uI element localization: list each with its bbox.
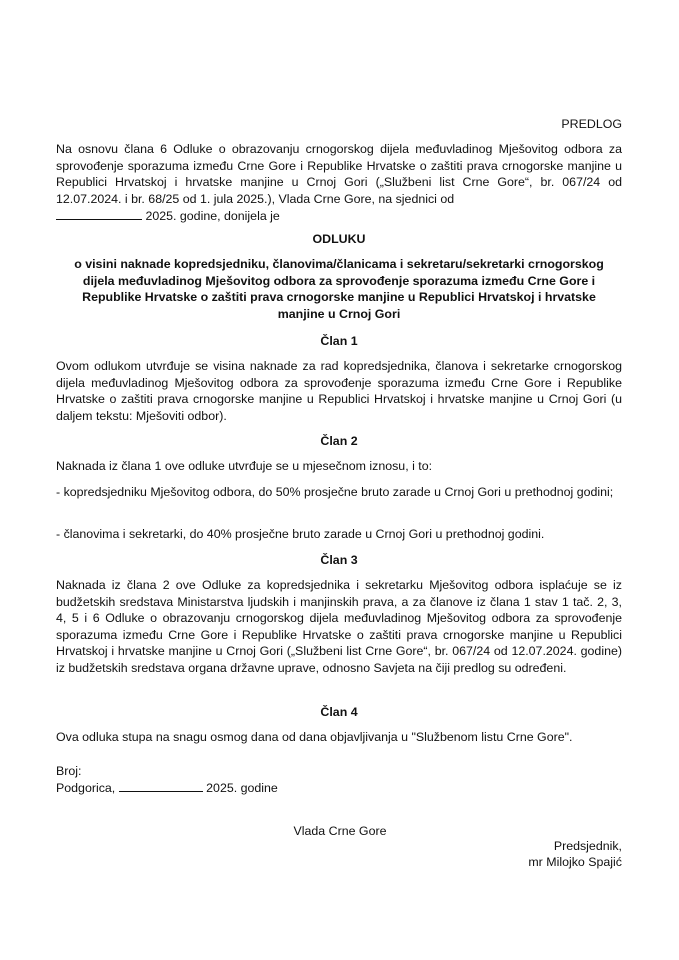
- article-4-paragraph: Ova odluka stupa na snagu osmog dana od dana objavljivanja u "Službenom listu Crne Gore".: [56, 730, 573, 744]
- place-label: Podgorica,: [56, 781, 116, 795]
- article-3-paragraph: Naknada iz člana 2 ove Odluke za kopredsjednika i sekretarku Mješovitog odbora isplaćuje se iz budžetskih sredstava Ministarstva ljudskih i manjinskih prava, a za članove iz člana 1 stav 1 tač. 2, 3, 4, 5 i 6 Odluke o obrazovanju crnogorskog dijela međuvladinog Mješovitog odbora za sprovođenje sporazuma između Crne Gore i Republike Hrvatske o zaštiti prava crnogorske manjine u Republici Hrvatskoj i hrvatske manjine u Crnoj Gori („Službeni list Crne Gore“, br. 067/24 od 12.07.2024. godine) iz budžetskih sredstava organa državne uprave, odnosno Savjeta na čiji predlog su određeni.: [56, 578, 622, 675]
- article-3-heading: Član 3: [320, 553, 358, 567]
- article-2-item-2: - članovima i sekretarki, do 40% prosječne bruto zarade u Crnoj Gori u prethodnoj godini.: [56, 527, 545, 541]
- government-name: Vlada Crne Gore: [293, 824, 387, 838]
- session-date-blank: [56, 207, 142, 220]
- signatory-name: mr Milojko Spajić: [528, 855, 622, 869]
- place-date-line: [56, 779, 456, 797]
- signing-date-suffix: 2025. godine: [206, 781, 278, 795]
- document-heading: ODLUKU: [312, 232, 366, 246]
- article-1-paragraph: Ovom odlukom utvrđuje se visina naknade za rad kopredsjednika, članova i sekretarke crnogorskog dijela međuvladinog Mješovitog odbora za sprovođenje sporazuma između Crne Gore i Republike Hrvatske o zaštiti prava crnogorske manjine u Republici Hrvatskoj i hrvatske manjine u Crnoj Gori (u daljem tekstu: Mješoviti odbor).: [56, 359, 622, 423]
- number-label: Broj:: [56, 764, 82, 778]
- document-subtitle: o visini naknade kopredsjedniku, članovima/članicama i sekretaru/sekretarki crnogorskog dijela međuvladinog Mješovitog odbora za sprovođenje sporazuma između Crne Gore i Republike Hrvatske o zaštiti prava crnogorske manjine u Republici Hrvatskoj i hrvatske manjine u Crnoj Gori: [74, 257, 604, 321]
- article-2-item-1: - kopredsjedniku Mješovitog odbora, do 50% prosječne bruto zarade u Crnoj Gori u prethodnoj godini;: [56, 485, 614, 499]
- article-4-heading: Član 4: [320, 705, 358, 719]
- preamble-text: [56, 141, 622, 207]
- proposal-label: PREDLOG: [561, 117, 622, 131]
- article-1-heading: Član 1: [320, 334, 358, 348]
- preamble-date-line: [56, 207, 622, 225]
- preamble-body: Na osnovu člana 6 Odluke o obrazovanju crnogorskog dijela međuvladinog Mješovitog odbora za sprovođenje sporazuma između Crne Gore i Republike Hrvatske o zaštiti prava crnogorske manjine u Republici Hrvatskoj i hrvatske manjine u Crnoj Gori („Službeni list Crne Gore“, br. 067/24 od 12.07.2024. i br. 68/25 od 1. jula 2025.), Vlada Crne Gore, na sjednici od: [56, 142, 622, 206]
- article-2-heading: Član 2: [320, 434, 358, 448]
- signing-date-blank: [119, 779, 203, 792]
- preamble-date-suffix: 2025. godine, donijela je: [145, 209, 280, 223]
- article-2-intro: Naknada iz člana 1 ove odluke utvrđuje se u mjesečnom iznosu, i to:: [56, 459, 433, 473]
- signatory-title: Predsjednik,: [553, 839, 622, 853]
